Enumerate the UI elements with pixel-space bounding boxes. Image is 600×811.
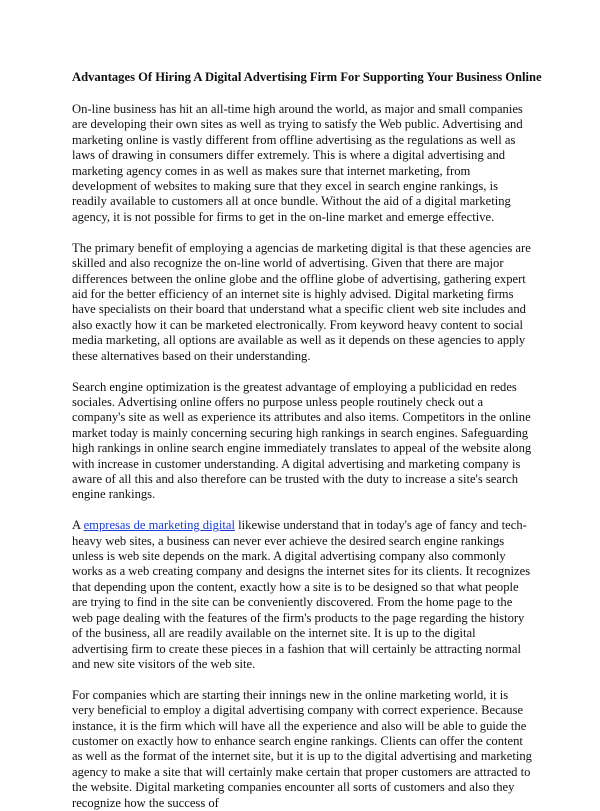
paragraph-4: [72, 518, 532, 672]
paragraph-4-prefix: A: [72, 518, 84, 533]
paragraph-4-text: likewise understand that in today's age of fancy and tech-heavy web sites, a business can never ever achieve the desired search engine rankings unless is web site depends on the mark. A digital advertising company also commonly works as a web creating company and designs the internet sites for its clients. It recognizes that depending upon the content, exactly how a site is to be designed so that what people are trying to find in the site can be conveniently discovered. From the home page to the web page dealing with the features of the firm's products to the page regarding the history of the business, all are readily available on the internet site. It is up to the digital advertising firm to create these pieces in a fashion that will certainly be attracting normal and new site visitors of the web site.: [72, 518, 531, 671]
empresas-marketing-digital-link[interactable]: empresas de marketing digital: [83, 518, 235, 533]
paragraph-1: On-line business has hit an all-time high around the world, as major and small companies are developing their own sites as well as trying to satisfy the Web public. Advertising and marketing online is vastly different from offline advertising as the regulations as well as laws of drawing in consumers differ extremely. This is where a digital advertising and marketing agency comes in as well as makes sure that internet marketing, from development of websites to making sure that they excel in search engine rankings, is readily available to customers all at once bundle. Without the aid of a digital marketing agency, it is not possible for firms to get in the on-line market and emerge effective.: [72, 102, 523, 224]
paragraph-2: The primary benefit of employing a agencias de marketing digital is that these agencies are skilled and also recognize the on-line world of advertising. Given that there are major differences between the online globe and the offline globe of advertising, gathering expert aid for the better efficiency of an internet site is highly advised. Digital marketing firms have specialists on their board that understand what a specific client web site includes and also exactly how it can be marketed electronically. From keyword heavy content to social media marketing, all options are available as well as it depends on these agencies to apply these alternatives based on their understanding.: [72, 240, 531, 363]
paragraph-3: Search engine optimization is the greatest advantage of employing a publicidad en redes sociales. Advertising online offers no purpose unless people routinely check out a company's site as well as experience its attributes and also items. Competitors in the online market today is mainly concerning securing high rankings in search engines. Safeguarding high rankings in online search engine immediately translates to appeal of the website along with increase in customer understanding. A digital advertising and marketing company is aware of all this and also therefore can be trusted with the duty to increase a site's search engine rankings.: [72, 379, 532, 502]
paragraph-5: For companies which are starting their innings new in the online marketing world, it is very beneficial to employ a digital advertising company with correct experience. Because instance, it is the firm which will have all the experience and also will be able to guide the customer on exactly how to enhance search engine rankings. Clients can offer the content as well as the format of the internet site, but it is up to the digital advertising and marketing agency to make a site that will certainly make certain that proper customers are attracted to the website. Digital marketing companies encounter all sorts of customers and also they recognize how the success of: [72, 687, 532, 810]
document-title: Advantages Of Hiring A Digital Advertising Firm For Supporting Your Business Online: [72, 70, 542, 84]
